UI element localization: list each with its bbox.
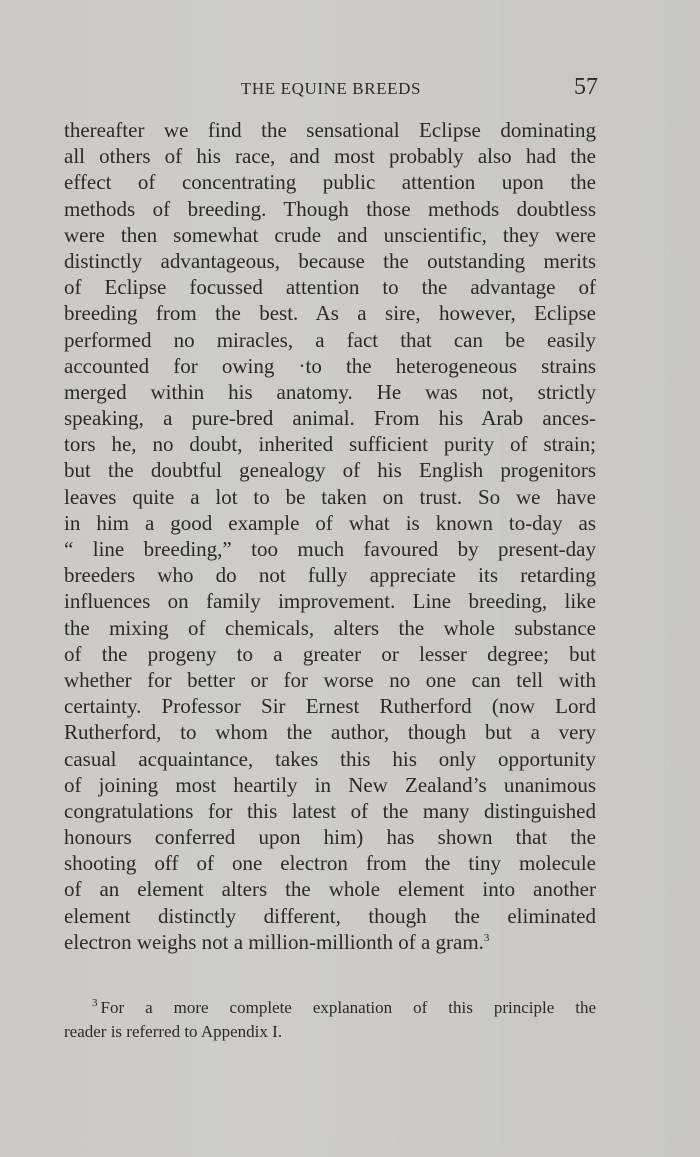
- text-line: of joining most heartily in New Zealand’s unanimous: [64, 772, 596, 797]
- text-line: the mixing of chemicals, alters the whole substance: [64, 615, 596, 640]
- text-line: of the progeny to a greater or lesser degree; but: [64, 641, 596, 666]
- text-line: shooting off of one electron from the tiny molecule: [64, 851, 596, 876]
- footnote: [64, 996, 596, 1044]
- text-line: thereafter we find the sensational Eclipse dominating: [64, 118, 596, 142]
- text-line: in him a good example of what is known to-day as: [64, 510, 596, 535]
- text-line: congratulations for this latest of the many distinguished: [64, 798, 596, 823]
- text-line: accounted for owing ·to the heterogeneous strains: [64, 353, 596, 378]
- text-line: whether for better or for worse no one can tell with: [64, 667, 596, 692]
- text-line-last: [64, 929, 596, 955]
- text-line: effect of concentrating public attention upon the: [64, 170, 596, 195]
- footnote-reference: 3: [483, 931, 490, 944]
- footnote-line: [64, 996, 596, 1020]
- footnote-text-1: For a more complete explanation of this principle the: [100, 998, 596, 1017]
- text-line: certainty. Professor Sir Ernest Rutherford (now Lord: [64, 694, 596, 719]
- text-line: methods of breeding. Though those methods doubtless: [64, 196, 596, 221]
- text-line: of Eclipse focussed attention to the advantage of: [64, 275, 596, 300]
- last-line-text: electron weighs not a million-millionth of a gram.: [64, 929, 484, 954]
- text-line: were then somewhat crude and unscientific, they were: [64, 222, 596, 247]
- footnote-line: reader is referred to Appendix I.: [64, 1022, 283, 1041]
- footnote-marker: 3: [92, 997, 98, 1010]
- text-line: performed no miracles, a fact that can be easily: [64, 327, 596, 352]
- text-line: casual acquaintance, takes this his only opportunity: [64, 746, 596, 771]
- text-line: tors he, no doubt, inherited sufficient purity of strain;: [64, 432, 596, 457]
- running-head: [64, 74, 598, 104]
- text-line: Rutherford, to whom the author, though but a very: [64, 720, 596, 745]
- body-text: [64, 117, 596, 955]
- text-line: all others of his race, and most probably also had the: [64, 144, 596, 169]
- text-line: leaves quite a lot to be taken on trust. So we have: [64, 484, 596, 509]
- text-line: “ line breeding,” too much favoured by present-day: [64, 537, 596, 561]
- text-line: influences on family improvement. Line breeding, like: [64, 589, 596, 614]
- running-title: THE EQUINE BREEDS: [240, 79, 422, 98]
- text-line: honours conferred upon him) has shown that the: [64, 825, 596, 850]
- text-line: distinctly advantageous, because the outstanding merits: [64, 248, 596, 273]
- text-line: but the doubtful genealogy of his English progenitors: [64, 458, 596, 483]
- text-line: element distinctly different, though the eliminated: [64, 903, 596, 928]
- text-line: of an element alters the whole element into another: [64, 877, 596, 902]
- text-line: breeders who do not fully appreciate its retarding: [64, 563, 596, 588]
- text-line: breeding from the best. As a sire, however, Eclipse: [64, 301, 596, 326]
- text-line: merged within his anatomy. He was not, strictly: [64, 379, 596, 404]
- text-line: speaking, a pure-bred animal. From his Arab ances-: [64, 406, 596, 431]
- page-number: 57: [574, 74, 598, 100]
